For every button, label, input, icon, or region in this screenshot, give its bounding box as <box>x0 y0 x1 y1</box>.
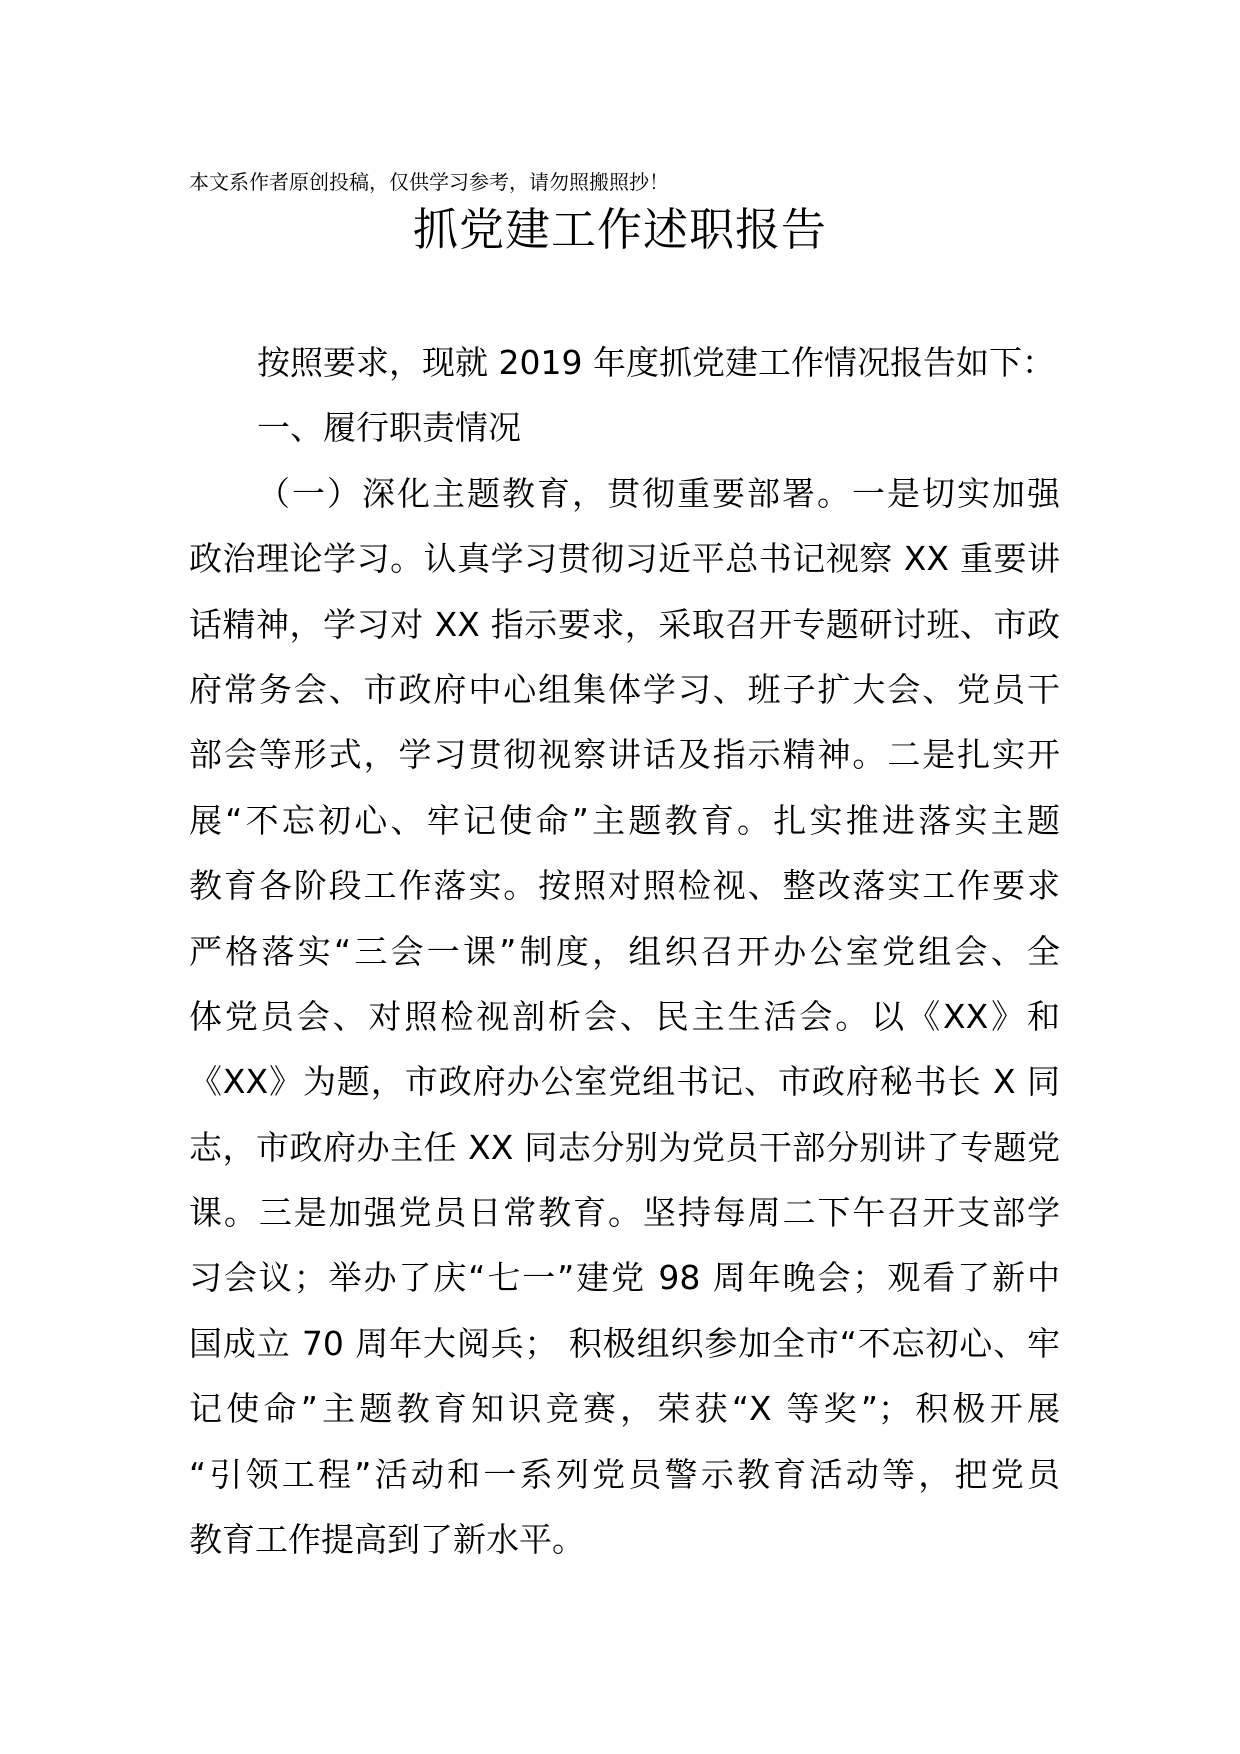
paragraph-line: 志，市政府办主任 XX 同志分别为党员干部分别讲了专题党 <box>189 1127 1060 1167</box>
copyright-notice: 本文系作者原创投稿，仅供学习参考，请勿照搬照抄！ <box>189 170 669 194</box>
paragraph-line: 府常务会、市政府中心组集体学习、班子扩大会、党员干 <box>189 669 1060 709</box>
paragraph <box>189 461 1060 1573</box>
paragraph-line: 教育各阶段工作落实。按照对照检视、整改落实工作要求 <box>189 866 1060 906</box>
paragraph-line: 教育工作提高到了新水平。 <box>189 1520 585 1560</box>
document-title: 抓党建工作述职报告 <box>412 203 827 256</box>
paragraph-line: 习会议；举办了庆“七一”建党 98 周年晚会；观看了新中 <box>189 1258 1060 1298</box>
paragraph-line: （一）深化主题教育，贯彻重要部署。一是切实加强 <box>257 473 1060 513</box>
paragraph-line: 展“不忘初心、牢记使命”主题教育。扎实推进落实主题 <box>189 800 1060 840</box>
paragraph-line: 政治理论学习。认真学习贯彻习近平总书记视察 XX 重要讲 <box>189 539 1060 579</box>
paragraph-line: 话精神，学习对 XX 指示要求，采取召开专题研讨班、市政 <box>189 604 1060 644</box>
paragraph-line: 国成立 70 周年大阅兵； 积极组织参加全市“不忘初心、牢 <box>189 1323 1060 1363</box>
paragraph-line: 部会等形式，学习贯彻视察讲话及指示精神。二是扎实开 <box>189 735 1060 775</box>
paragraph-line: “引领工程”活动和一系列党员警示教育活动等，把党员 <box>189 1454 1060 1494</box>
paragraph-line: 体党员会、对照检视剖析会、民主生活会。以《XX》和 <box>189 996 1060 1036</box>
intro-paragraph: 按照要求，现就 2019 年度抓党建工作情况报告如下： <box>257 343 1055 382</box>
section-heading: 一、履行职责情况 <box>257 408 521 448</box>
document-body <box>189 330 1060 1572</box>
paragraph-line: 《XX》为题，市政府办公室党组书记、市政府秘书长 X 同 <box>189 1062 1060 1102</box>
paragraph-line: 严格落实“三会一课”制度，组织召开办公室党组会、全 <box>189 931 1060 971</box>
paragraph-line: 记使命”主题教育知识竞赛，荣获“X 等奖”；积极开展 <box>189 1389 1060 1429</box>
paragraph-line: 课。三是加强党员日常教育。坚持每周二下午召开支部学 <box>189 1193 1060 1233</box>
